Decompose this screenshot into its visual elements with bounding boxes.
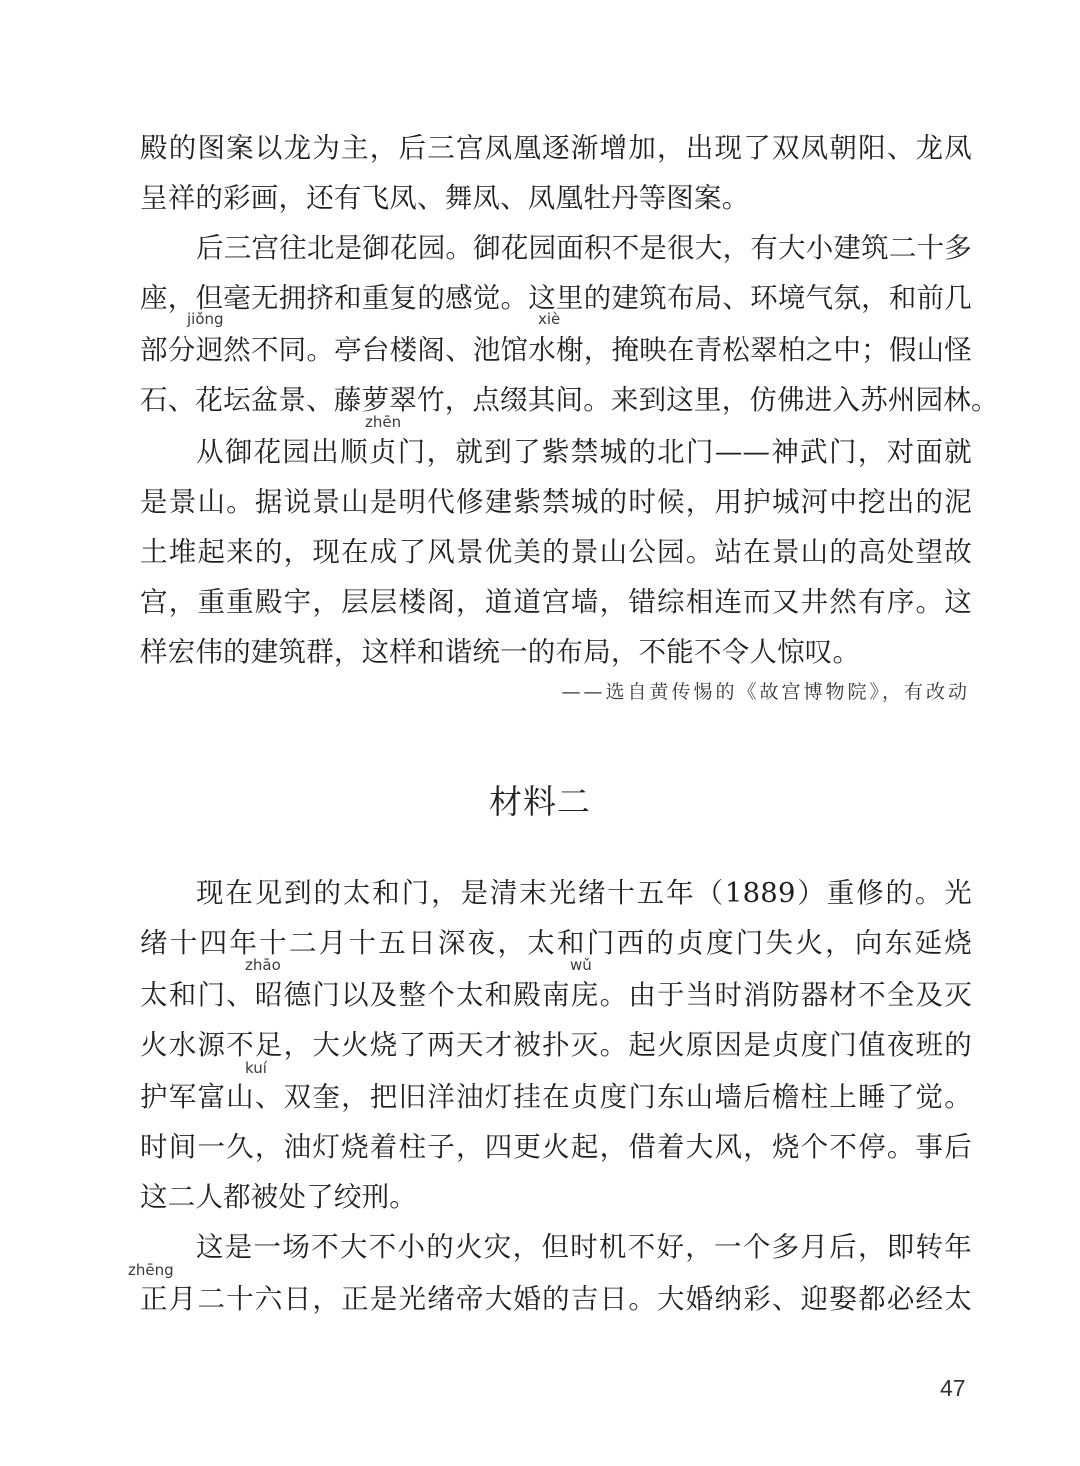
text-line: 正月二十六日，正是光绪帝大婚的吉日。大婚纳彩、迎娶都必经太 bbox=[140, 1283, 972, 1315]
text-line: 是景山。据说景山是明代修建紫禁城的时候，用护城河中挖出的泥 bbox=[140, 486, 972, 518]
text-line: 火水源不足，大火烧了两天才被扑灭。起火原因是贞度门值夜班的 bbox=[140, 1029, 972, 1061]
text-line: 呈祥的彩画，还有飞凤、舞凤、凤凰牡丹等图案。 bbox=[140, 182, 750, 214]
text-line: 宫，重重殿宇，层层楼阁，道道宫墙，错综相连而又井然有序。这 bbox=[140, 586, 972, 618]
pinyin-annotation: xiè bbox=[538, 310, 561, 328]
text-line: 这是一场不大不小的火灾，但时机不好，一个多月后，即转年 bbox=[196, 1231, 972, 1263]
pinyin-annotation: jiǒng bbox=[187, 310, 224, 328]
text-line: 后三宫往北是御花园。御花园面积不是很大，有大小建筑二十多 bbox=[196, 232, 972, 264]
text-line: 现在见到的太和门，是清末光绪十五年（1889）重修的。光 bbox=[196, 877, 972, 909]
text-line: 绪十四年十二月十五日深夜，太和门西的贞度门失火，向东延烧 bbox=[140, 927, 972, 959]
text-line: 样宏伟的建筑群，这样和谐统一的布局，不能不令人惊叹。 bbox=[140, 636, 861, 668]
text-line: 部分迥然不同。亭台楼阁、池馆水榭，掩映在青松翠柏之中；假山怪 bbox=[140, 334, 972, 366]
pinyin-annotation: zhēng bbox=[128, 1261, 174, 1279]
text-line: 时间一久，油灯烧着柱子，四更火起，借着大风，烧个不停。事后 bbox=[140, 1131, 972, 1163]
pinyin-annotation: kuí bbox=[245, 1059, 267, 1077]
text-line: 殿的图案以龙为主，后三宫凤凰逐渐增加，出现了双凤朝阳、龙凤 bbox=[140, 132, 972, 164]
pinyin-annotation: zhēn bbox=[365, 413, 402, 431]
text-line: 石、花坛盆景、藤萝翠竹，点缀其间。来到这里，仿佛进入苏州园林。 bbox=[140, 384, 999, 416]
pinyin-annotation: zhāo bbox=[245, 956, 281, 974]
page-number: 47 bbox=[940, 1375, 966, 1401]
text-line: 从御花园出顺贞门，就到了紫禁城的北门——神武门，对面就 bbox=[196, 436, 972, 468]
text-line: 土堆起来的，现在成了风景优美的景山公园。站在景山的高处望故 bbox=[140, 536, 972, 568]
text-line: 座，但毫无拥挤和重复的感觉。这里的建筑布局、环境气氛，和前几 bbox=[140, 282, 972, 314]
text-line: 护军富山、双奎，把旧洋油灯挂在贞度门东山墙后檐柱上睡了觉。 bbox=[140, 1081, 972, 1113]
source-attribution: ——选自黄传惕的《故宫博物院》，有改动 bbox=[561, 681, 970, 703]
text-line: 这二人都被处了绞刑。 bbox=[140, 1181, 417, 1213]
text-line: 太和门、昭德门以及整个太和殿南庑。由于当时消防器材不全及灭 bbox=[140, 979, 972, 1011]
section-heading: 材料二 bbox=[489, 782, 591, 821]
pinyin-annotation: wǔ bbox=[570, 956, 592, 974]
